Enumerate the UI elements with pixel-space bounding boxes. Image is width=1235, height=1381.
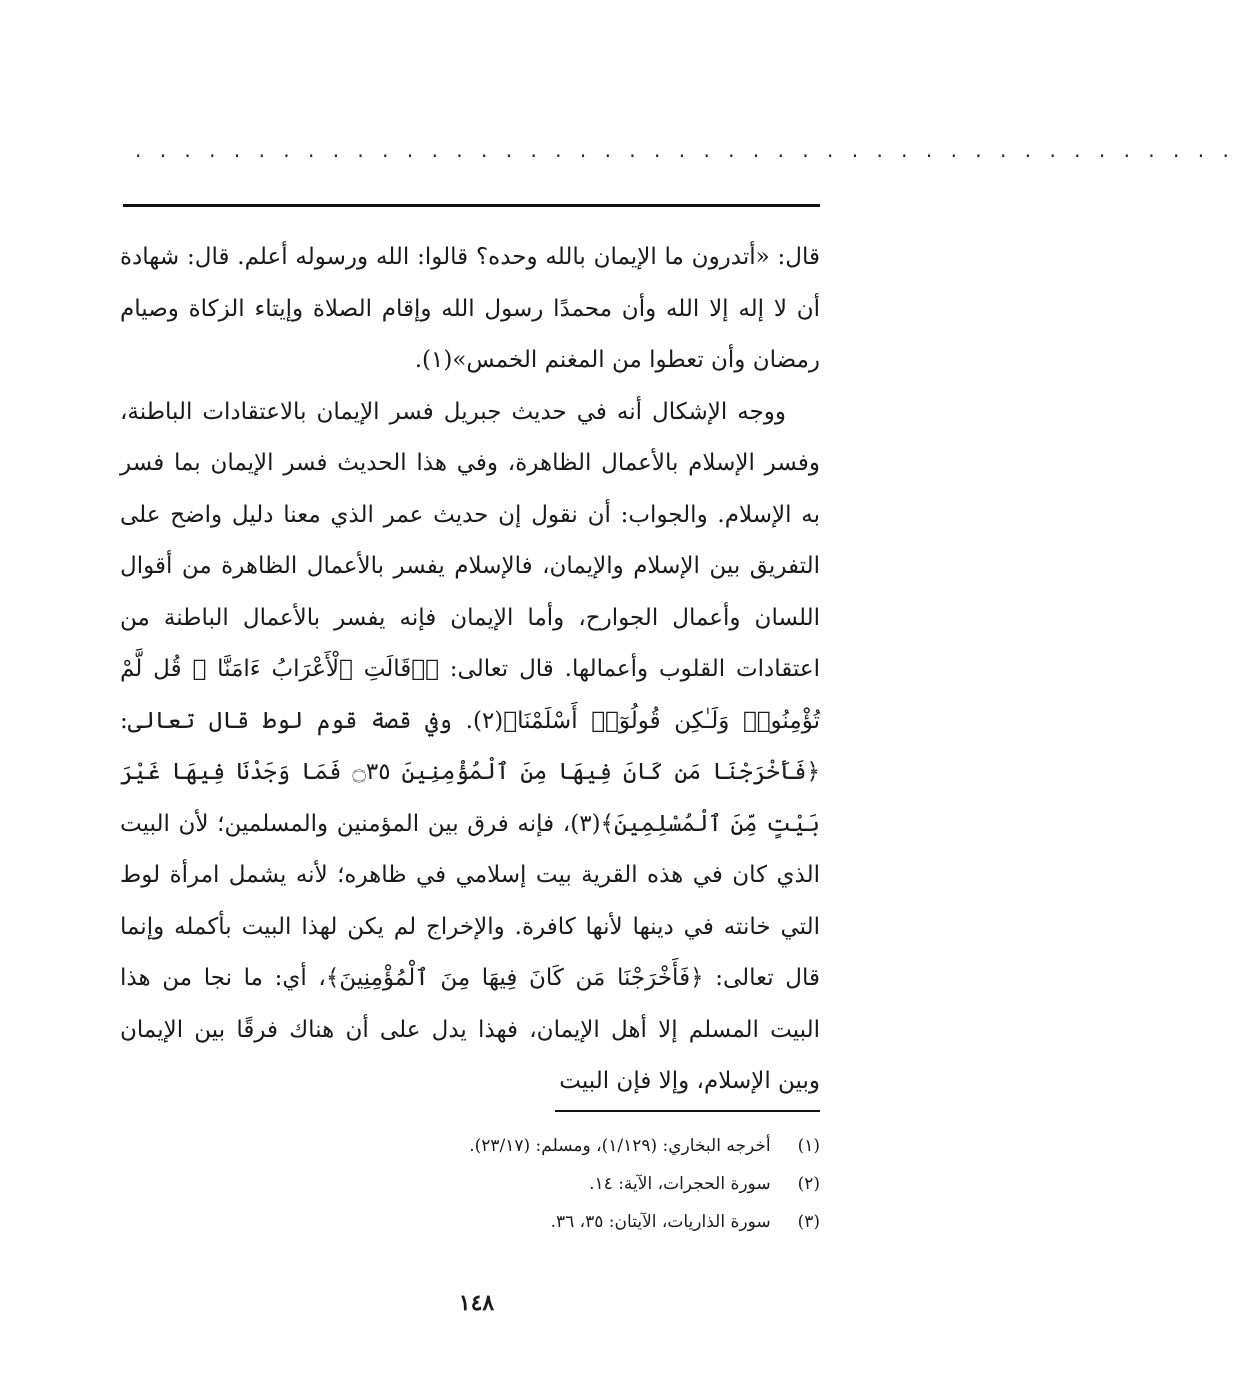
footnote-3 [300,1203,820,1241]
footnote-rule [555,1110,820,1112]
footnote-text: سورة الذاريات، الآيتان: ٣٥، ٣٦. [550,1212,771,1232]
footnote-2 [300,1165,820,1203]
footnote-text: سورة الحجرات، الآية: ١٤. [589,1174,771,1194]
footnote-text: أخرجه البخاري: (١/١٢٩)، ومسلم: (٢٣/١٧). [469,1136,771,1156]
header-dotted-line: . . . . . . . . . . . . . . . . . . . . . . . . . . . . . . . . . . . . . . . . . . . . . [135,138,1235,162]
footnote-number: (٢) [797,1174,820,1194]
footnote-number: (١) [797,1136,820,1156]
paragraph-hadith: قال: «أتدرون ما الإيمان بالله وحده؟ قالوا: الله ورسوله أعلم. قال: شهادة أن لا إله إلا الله وأن محمدًا رسول الله وإقام الصلاة وإيتاء الزكاة وصيام رمضان وأن تعطوا من المغنم الخمس»(١). [120,244,820,373]
main-text [120,232,820,1108]
header-rule [123,204,820,207]
footnotes [300,1127,820,1241]
footnote-1 [300,1127,820,1165]
footnote-number: (٣) [797,1212,820,1232]
paragraph-explanation: ووجه الإشكال أنه في حديث جبريل فسر الإيمان بالاعتقادات الباطنة، وفسر الإسلام بالأعمال الظاهرة، وفي هذا الحديث فسر الإيمان بما فسر به الإسلام. والجواب: أن نقول إن حديث عمر الذي معنا دليل واضح على التفريق بين الإسلام والإيمان، فالإسلام يفسر بالأعمال الظاهرة من أقوال اللسان وأعمال الجوارح، وأما الإيمان فإنه يفسر بالأعمال الباطنة من اعتقادات القلوب وأعمالها. قال تعالى: ﴿۞قَالَتِ ٱلْأَعْرَابُ ءَامَنَّا ۖ قُل لَّمْ تُؤْمِنُوا۟ وَلَـٰكِن قُولُوٓا۟ أَسْلَمْنَا﴾(٢). وفي قصة قوم لوط قال تعالى: ﴿فَأَخْرَجْنَا مَن كَانَ فِيهَا مِنَ ٱلْمُؤْمِنِينَ ۝٣٥ فَمَا وَجَدْنَا فِيهَا غَيْرَ بَيْتٍ مِّنَ ٱلْمُسْلِمِينَ﴾(٣)، فإنه فرق بين المؤمنين والمسلمين؛ لأن البيت الذي كان في هذه القرية بيت إسلامي في ظاهره؛ لأنه يشمل امرأة لوط التي خانته في دينها لأنها كافرة. والإخراج لم يكن لهذا البيت بأكمله وإنما قال تعالى: ﴿فَأَخْرَجْنَا مَن كَانَ فِيهَا مِنَ ٱلْمُؤْمِنِينَ﴾، أي: ما نجا من هذا البيت المسلم إلا أهل الإيمان، فهذا يدل على أن هناك فرقًا بين الإيمان وبين الإسلام، وإلا فإن البيت [120,398,821,1094]
page-number: ١٤٨ [458,1290,495,1316]
